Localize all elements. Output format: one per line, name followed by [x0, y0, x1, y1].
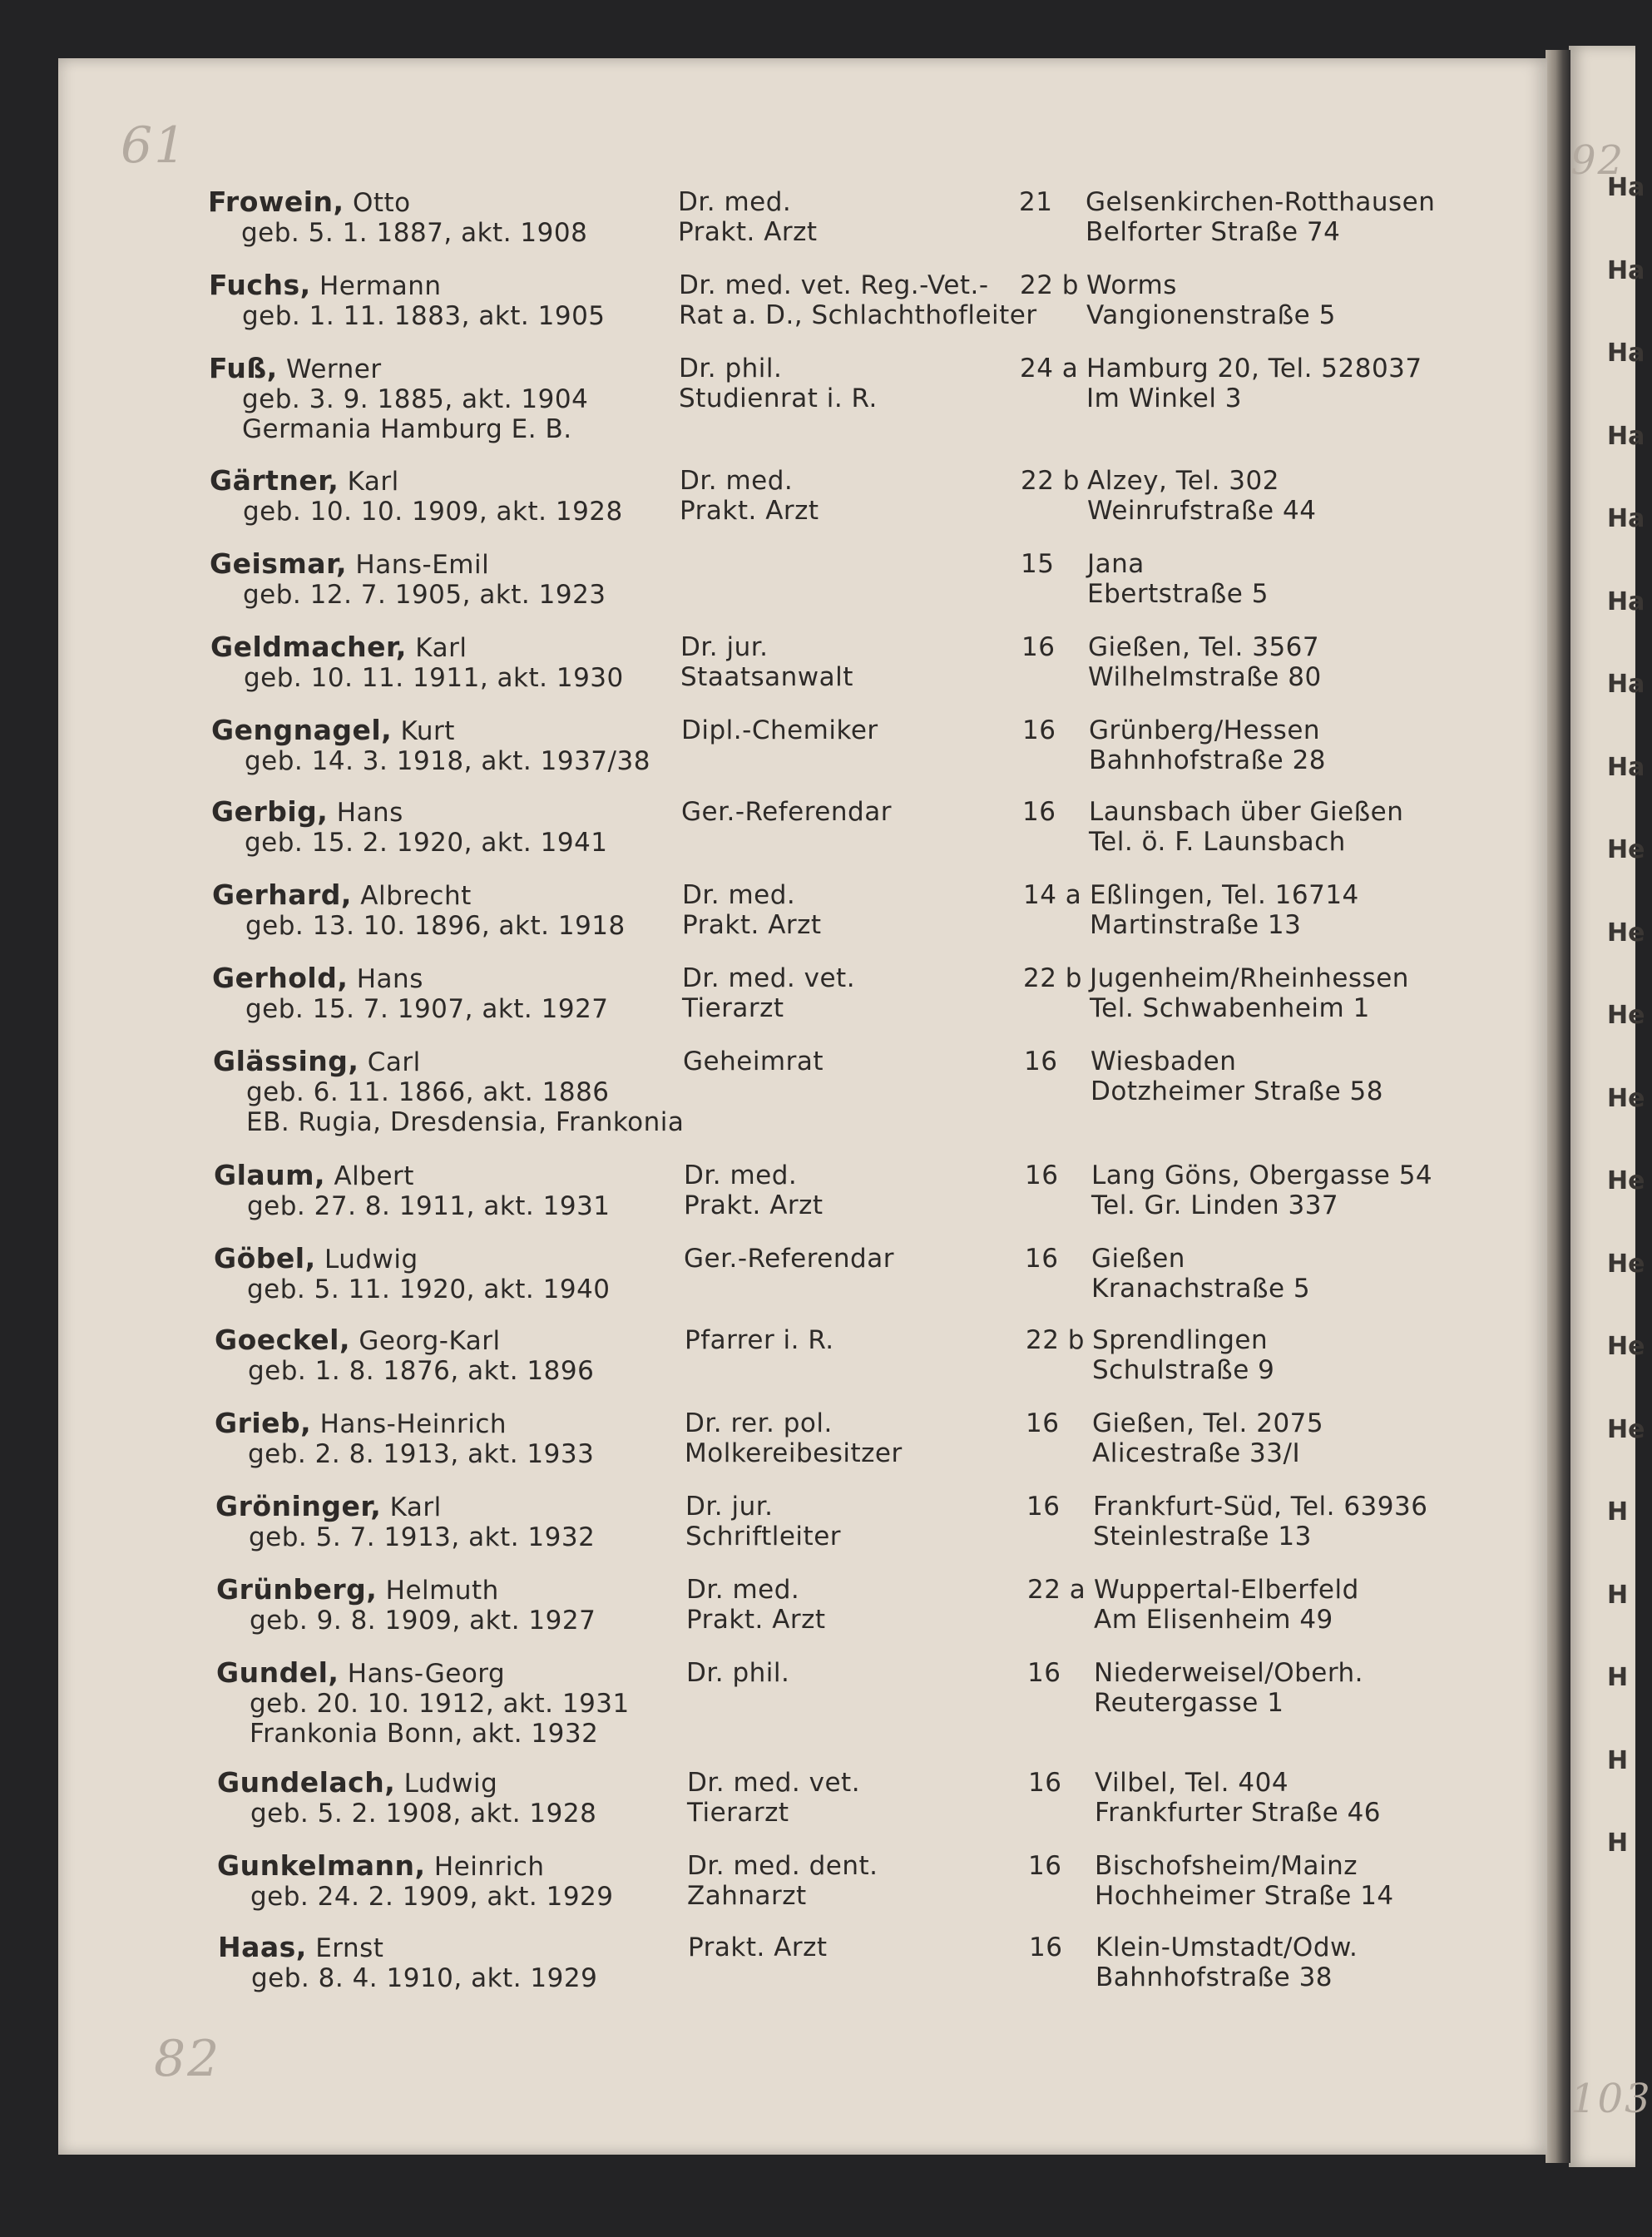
member-first-name: Heinrich — [425, 1852, 545, 1882]
address-line: Bahnhofstraße 38 — [1096, 1962, 1333, 1992]
member-address — [1091, 1047, 1383, 1106]
member-first-name: Otto — [344, 188, 411, 218]
address-line: Hamburg 20, Tel. 528037 — [1086, 354, 1422, 384]
member-birth-info: geb. 1. 11. 1883, akt. 1905 — [242, 301, 606, 331]
member-address — [1087, 466, 1316, 526]
member-surname: Gröninger, — [215, 1490, 382, 1522]
member-birth-info: geb. 15. 2. 1920, akt. 1941 — [245, 828, 608, 858]
member-name-block — [210, 549, 606, 610]
member-region-code: 15 — [1021, 549, 1055, 579]
book-spine — [1546, 50, 1570, 2163]
member-birth-info: geb. 3. 9. 1885, akt. 1904 — [242, 384, 589, 414]
address-line: Kranachstraße 5 — [1091, 1274, 1311, 1304]
address-line: Eßlingen, Tel. 16714 — [1090, 880, 1359, 910]
address-line: Jana — [1087, 549, 1145, 579]
next-page-letter: Ha — [1607, 339, 1645, 368]
member-surname: Grünberg, — [216, 1573, 378, 1606]
address-line: Bahnhofstraße 28 — [1089, 745, 1327, 775]
member-surname: Gerhold, — [212, 962, 349, 994]
address-line: Grünberg/Hessen — [1089, 715, 1321, 745]
member-region-code: 16 — [1024, 1047, 1058, 1076]
member-entry — [153, 715, 1534, 795]
member-region-code: 14 a — [1023, 880, 1082, 910]
profession-line: Geheimrat — [683, 1047, 824, 1076]
member-surname: Gärtner, — [210, 464, 339, 497]
member-address — [1090, 963, 1409, 1023]
next-page-letter: He — [1607, 918, 1645, 948]
member-name-block — [217, 1768, 596, 1829]
member-surname: Gengnagel, — [211, 714, 393, 746]
address-line: Gelsenkirchen-Rotthausen — [1086, 187, 1436, 217]
member-name-block — [209, 270, 606, 331]
member-profession — [681, 715, 878, 745]
member-first-name: Ernst — [306, 1933, 384, 1963]
member-profession — [682, 963, 855, 1023]
member-surname: Grieb, — [215, 1407, 312, 1439]
profession-line: Prakt. Arzt — [680, 496, 819, 526]
profession-line: Dr. med. vet. — [687, 1768, 861, 1798]
profession-line: Prakt. Arzt — [688, 1933, 828, 1962]
member-entry — [151, 352, 1531, 444]
member-entry — [150, 187, 1531, 267]
member-region-code: 16 — [1025, 1161, 1059, 1190]
member-profession — [687, 1768, 860, 1828]
profession-line: Dr. med. — [678, 187, 792, 217]
member-profession — [680, 632, 853, 692]
member-surname: Göbel, — [214, 1242, 316, 1274]
address-line: Steinlestraße 13 — [1093, 1522, 1312, 1552]
member-birth-info: geb. 27. 8. 1911, akt. 1931 — [247, 1191, 611, 1221]
member-region-code: 16 — [1028, 1768, 1062, 1798]
member-birth-info: geb. 5. 2. 1908, akt. 1928 — [250, 1799, 597, 1829]
member-entry — [157, 1492, 1538, 1571]
member-surname: Gunkelmann, — [217, 1849, 426, 1882]
member-entry — [153, 797, 1534, 877]
member-surname: Gundelach, — [217, 1766, 396, 1799]
profession-line: Tierarzt — [687, 1798, 789, 1828]
next-page-letter: He — [1607, 1166, 1645, 1195]
profession-line: Rat a. D., Schlachthofleiter — [679, 300, 1037, 330]
member-region-code: 16 — [1022, 797, 1056, 827]
member-address — [1094, 1658, 1363, 1718]
member-birth-info: geb. 1. 8. 1876, akt. 1896 — [248, 1356, 595, 1386]
profession-line: Dr. rer. pol. — [685, 1408, 833, 1438]
address-line: Gießen, Tel. 2075 — [1092, 1408, 1324, 1438]
profession-line: Pfarrer i. R. — [685, 1325, 834, 1355]
address-line: Tel. Schwabenheim 1 — [1090, 993, 1370, 1023]
member-entry — [156, 1161, 1536, 1240]
next-page-letter: H — [1607, 1829, 1629, 1858]
member-region-code: 21 — [1019, 187, 1053, 217]
member-entry — [158, 1656, 1539, 1749]
member-address — [1095, 1768, 1381, 1828]
profession-line: Dr. med. dent. — [687, 1851, 878, 1881]
member-region-code: 16 — [1026, 1492, 1061, 1522]
address-line: Frankfurt-Süd, Tel. 63936 — [1093, 1492, 1428, 1522]
member-profession — [686, 1575, 826, 1635]
member-surname: Frowein, — [208, 186, 344, 218]
member-region-code: 22 b — [1023, 963, 1082, 993]
member-birth-info: geb. 5. 11. 1920, akt. 1940 — [247, 1274, 611, 1304]
member-profession — [685, 1325, 834, 1355]
profession-line: Molkereibesitzer — [685, 1438, 903, 1468]
member-address — [1086, 270, 1336, 330]
member-profession — [679, 354, 878, 413]
address-line: Weinrufstraße 44 — [1087, 496, 1317, 526]
member-first-name: Hans — [328, 798, 403, 828]
member-name-block — [215, 1408, 594, 1469]
member-address — [1094, 1575, 1359, 1635]
member-name-block — [210, 466, 623, 527]
member-region-code: 16 — [1022, 715, 1056, 745]
member-region-code: 16 — [1026, 1408, 1060, 1438]
next-page-pencil-number: 92 — [1570, 137, 1625, 184]
member-name-block — [214, 1244, 611, 1304]
member-birth-info: geb. 13. 10. 1896, akt. 1918 — [245, 911, 626, 941]
member-profession — [685, 1408, 903, 1468]
member-birth-info: Germania Hamburg E. B. — [242, 414, 572, 444]
member-profession — [679, 270, 1037, 330]
next-page-letter: He — [1607, 835, 1645, 864]
member-address — [1092, 1408, 1323, 1468]
member-first-name: Karl — [406, 633, 467, 663]
next-page-letter: H — [1607, 1663, 1629, 1692]
next-page-letter: Ha — [1607, 421, 1645, 451]
address-line: Alzey, Tel. 302 — [1087, 466, 1279, 496]
next-page-letter: Ha — [1607, 255, 1645, 285]
address-line: Hochheimer Straße 14 — [1095, 1881, 1394, 1911]
member-surname: Fuchs, — [209, 269, 311, 301]
member-first-name: Hans-Heinrich — [311, 1409, 507, 1439]
profession-line: Dr. jur. — [680, 632, 769, 662]
profession-line: Dr. jur. — [685, 1492, 774, 1522]
profession-line: Dr. med. — [684, 1161, 798, 1190]
address-line: Tel. Gr. Linden 337 — [1091, 1190, 1339, 1220]
member-name-block — [210, 632, 624, 693]
member-entry — [159, 1851, 1540, 1931]
member-name-block — [211, 797, 608, 858]
address-line: Gießen, Tel. 3567 — [1088, 632, 1320, 662]
profession-line: Ger.-Referendar — [681, 797, 892, 827]
next-page-letter: Ha — [1607, 670, 1645, 699]
member-first-name: Karl — [339, 467, 399, 497]
address-line: Klein-Umstadt/Odw. — [1096, 1933, 1358, 1962]
member-name-block — [217, 1851, 614, 1912]
member-birth-info: geb. 10. 10. 1909, akt. 1928 — [243, 497, 623, 527]
member-birth-info: geb. 20. 10. 1912, akt. 1931 — [250, 1689, 630, 1719]
member-entry — [158, 1575, 1539, 1655]
profession-line: Tierarzt — [682, 993, 784, 1023]
address-line: Im Winkel 3 — [1086, 384, 1243, 413]
member-name-block — [216, 1575, 596, 1636]
member-profession — [683, 1047, 824, 1076]
address-line: Jugenheim/Rheinhessen — [1090, 963, 1409, 993]
member-birth-info: geb. 5. 7. 1913, akt. 1932 — [249, 1522, 596, 1552]
member-region-code: 16 — [1021, 632, 1056, 662]
address-line: Gießen — [1091, 1244, 1185, 1274]
member-profession — [684, 1161, 824, 1220]
member-surname: Haas, — [218, 1931, 307, 1963]
pencil-page-number: 61 — [121, 116, 188, 175]
member-first-name: Helmuth — [377, 1576, 499, 1606]
profession-line: Prakt. Arzt — [684, 1190, 824, 1220]
member-surname: Gerhard, — [212, 878, 352, 911]
member-surname: Geldmacher, — [210, 631, 407, 663]
member-name-block — [209, 354, 588, 444]
address-line: Wuppertal-Elberfeld — [1094, 1575, 1359, 1605]
address-line: Reutergasse 1 — [1094, 1688, 1284, 1718]
member-address — [1090, 880, 1359, 940]
member-profession — [682, 880, 822, 940]
member-birth-info: geb. 2. 8. 1913, akt. 1933 — [248, 1439, 595, 1469]
member-address — [1091, 1161, 1432, 1220]
member-first-name: Werner — [277, 354, 382, 384]
member-name-block — [208, 187, 587, 248]
member-entry — [159, 1768, 1540, 1848]
member-region-code: 16 — [1025, 1244, 1059, 1274]
member-name-block — [214, 1161, 611, 1221]
member-name-block — [212, 963, 609, 1024]
address-line: Ebertstraße 5 — [1087, 579, 1269, 609]
member-entry — [156, 1408, 1537, 1488]
next-page-letter: He — [1607, 1332, 1645, 1361]
member-name-block — [211, 715, 650, 776]
address-line: Alicestraße 33/I — [1092, 1438, 1301, 1468]
member-entry — [160, 1933, 1541, 2012]
address-line: Worms — [1086, 270, 1177, 300]
address-line: Vangionenstraße 5 — [1086, 300, 1336, 330]
member-birth-info: geb. 8. 4. 1910, akt. 1929 — [251, 1963, 598, 1993]
member-entry — [154, 880, 1535, 960]
address-line: Schulstraße 9 — [1092, 1355, 1275, 1385]
member-address — [1093, 1492, 1427, 1552]
address-line: Frankfurter Straße 46 — [1095, 1798, 1382, 1828]
member-first-name: Georg-Karl — [350, 1326, 501, 1356]
address-line: Am Elisenheim 49 — [1094, 1605, 1333, 1635]
member-birth-info: geb. 24. 2. 1909, akt. 1929 — [250, 1882, 614, 1912]
member-name-block — [212, 880, 626, 941]
next-page-letter: H — [1607, 1580, 1629, 1610]
profession-line: Prakt. Arzt — [686, 1605, 826, 1635]
member-first-name: Kurt — [392, 716, 455, 746]
member-first-name: Albert — [325, 1161, 414, 1191]
member-address — [1096, 1933, 1358, 1992]
address-line: Wiesbaden — [1091, 1047, 1237, 1076]
profession-line: Zahnarzt — [687, 1881, 807, 1911]
next-page-letter: Ha — [1607, 504, 1645, 533]
profession-line: Dr. phil. — [686, 1658, 790, 1688]
member-region-code: 22 b — [1026, 1325, 1085, 1355]
member-profession — [687, 1851, 878, 1911]
member-first-name: Karl — [381, 1492, 442, 1522]
profession-line: Dr. med. — [686, 1575, 800, 1605]
member-region-code: 16 — [1027, 1658, 1061, 1688]
next-page-letter: Ha — [1607, 586, 1645, 616]
next-page-letter: He — [1607, 1083, 1645, 1113]
next-page-letter: He — [1607, 1001, 1645, 1030]
member-address — [1088, 632, 1322, 692]
member-name-block — [215, 1325, 594, 1386]
member-surname: Gerbig, — [211, 795, 329, 828]
next-page-letter: He — [1607, 1414, 1645, 1444]
member-first-name: Hans-Georg — [339, 1659, 506, 1689]
address-line: Launsbach über Gießen — [1089, 797, 1404, 827]
member-surname: Fuß, — [209, 352, 278, 384]
address-line: Lang Göns, Obergasse 54 — [1091, 1161, 1433, 1190]
member-address — [1089, 715, 1326, 775]
member-entry — [156, 1325, 1537, 1405]
profession-line: Staatsanwalt — [680, 662, 853, 692]
member-entry — [156, 1244, 1536, 1324]
member-profession — [685, 1492, 841, 1552]
profession-line: Schriftleiter — [685, 1522, 842, 1552]
next-page-letter: Ha — [1607, 752, 1645, 782]
pencil-bottom-number: 82 — [154, 2030, 221, 2088]
member-region-code: 16 — [1029, 1933, 1063, 1962]
member-address — [1091, 1244, 1310, 1304]
member-birth-info: geb. 6. 11. 1866, akt. 1886 — [246, 1077, 610, 1107]
member-entry — [154, 963, 1535, 1043]
next-page-letter: H — [1607, 1497, 1629, 1527]
member-birth-info: Frankonia Bonn, akt. 1932 — [250, 1719, 599, 1749]
member-surname: Glaum, — [214, 1159, 326, 1191]
address-line: Wilhelmstraße 80 — [1088, 662, 1322, 692]
member-address — [1095, 1851, 1394, 1911]
member-first-name: Ludwig — [315, 1245, 418, 1274]
profession-line: Prakt. Arzt — [682, 910, 822, 940]
address-line: Vilbel, Tel. 404 — [1095, 1768, 1289, 1798]
member-profession — [680, 466, 819, 526]
profession-line: Dr. med. — [682, 880, 796, 910]
member-surname: Goeckel, — [215, 1324, 350, 1356]
next-page-letter: He — [1607, 1249, 1645, 1279]
profession-line: Prakt. Arzt — [678, 217, 818, 247]
member-name-block — [216, 1658, 630, 1749]
next-page-bottom-number: 103 — [1570, 2076, 1652, 2122]
member-first-name: Carl — [359, 1047, 421, 1077]
profession-line: Dipl.-Chemiker — [681, 715, 878, 745]
address-line: Niederweisel/Oberh. — [1094, 1658, 1364, 1688]
profession-line: Ger.-Referendar — [684, 1244, 894, 1274]
member-entry — [152, 632, 1533, 712]
member-entry — [151, 270, 1531, 350]
member-region-code: 22 a — [1027, 1575, 1086, 1605]
member-region-code: 22 b — [1020, 270, 1079, 300]
member-entry — [155, 1045, 1536, 1137]
member-profession — [681, 797, 892, 827]
member-birth-info: geb. 5. 1. 1887, akt. 1908 — [241, 218, 588, 248]
member-address — [1086, 187, 1435, 247]
member-region-code: 16 — [1028, 1851, 1062, 1881]
address-line: Martinstraße 13 — [1090, 910, 1302, 940]
member-address — [1086, 354, 1422, 413]
address-line: Dotzheimer Straße 58 — [1091, 1076, 1383, 1106]
member-first-name: Hans — [348, 964, 423, 994]
member-birth-info: geb. 14. 3. 1918, akt. 1937/38 — [245, 746, 650, 776]
member-name-block — [213, 1047, 684, 1137]
member-address — [1089, 797, 1403, 857]
member-region-code: 22 b — [1021, 466, 1080, 496]
member-birth-info: geb. 9. 8. 1909, akt. 1927 — [250, 1606, 596, 1636]
member-address — [1092, 1325, 1274, 1385]
address-line: Belforter Straße 74 — [1086, 217, 1341, 247]
member-entry — [151, 549, 1532, 629]
profession-line: Dr. med. vet. Reg.-Vet.- — [679, 270, 989, 300]
next-page-letter: H — [1607, 1745, 1629, 1775]
address-line: Bischofsheim/Mainz — [1095, 1851, 1358, 1881]
member-profession — [684, 1244, 894, 1274]
member-profession — [688, 1933, 828, 1962]
member-name-block — [215, 1492, 595, 1552]
member-profession — [678, 187, 818, 247]
member-region-code: 24 a — [1020, 354, 1079, 384]
profession-line: Studienrat i. R. — [679, 384, 878, 413]
member-first-name: Hermann — [310, 271, 442, 301]
next-page-letter: Ha — [1607, 173, 1645, 202]
member-birth-info: geb. 12. 7. 1905, akt. 1923 — [243, 580, 606, 610]
member-name-block — [218, 1933, 597, 1993]
member-birth-info: geb. 10. 11. 1911, akt. 1930 — [244, 663, 624, 693]
profession-line: Dr. phil. — [679, 354, 783, 384]
member-first-name: Hans-Emil — [347, 550, 490, 580]
profession-line: Dr. med. — [680, 466, 794, 496]
member-birth-info: geb. 15. 7. 1907, akt. 1927 — [245, 994, 609, 1024]
profession-line: Dr. med. vet. — [682, 963, 856, 993]
address-line: Tel. ö. F. Launsbach — [1089, 827, 1346, 857]
member-surname: Geismar, — [210, 547, 348, 580]
member-surname: Gundel, — [216, 1656, 339, 1689]
address-line: Sprendlingen — [1092, 1325, 1269, 1355]
member-address — [1087, 549, 1269, 609]
member-first-name: Ludwig — [395, 1769, 498, 1799]
member-entry — [151, 466, 1532, 546]
member-birth-info: EB. Rugia, Dresdensia, Frankonia — [246, 1107, 685, 1137]
member-profession — [686, 1658, 789, 1688]
member-surname: Glässing, — [213, 1045, 359, 1077]
member-first-name: Albrecht — [351, 881, 472, 911]
